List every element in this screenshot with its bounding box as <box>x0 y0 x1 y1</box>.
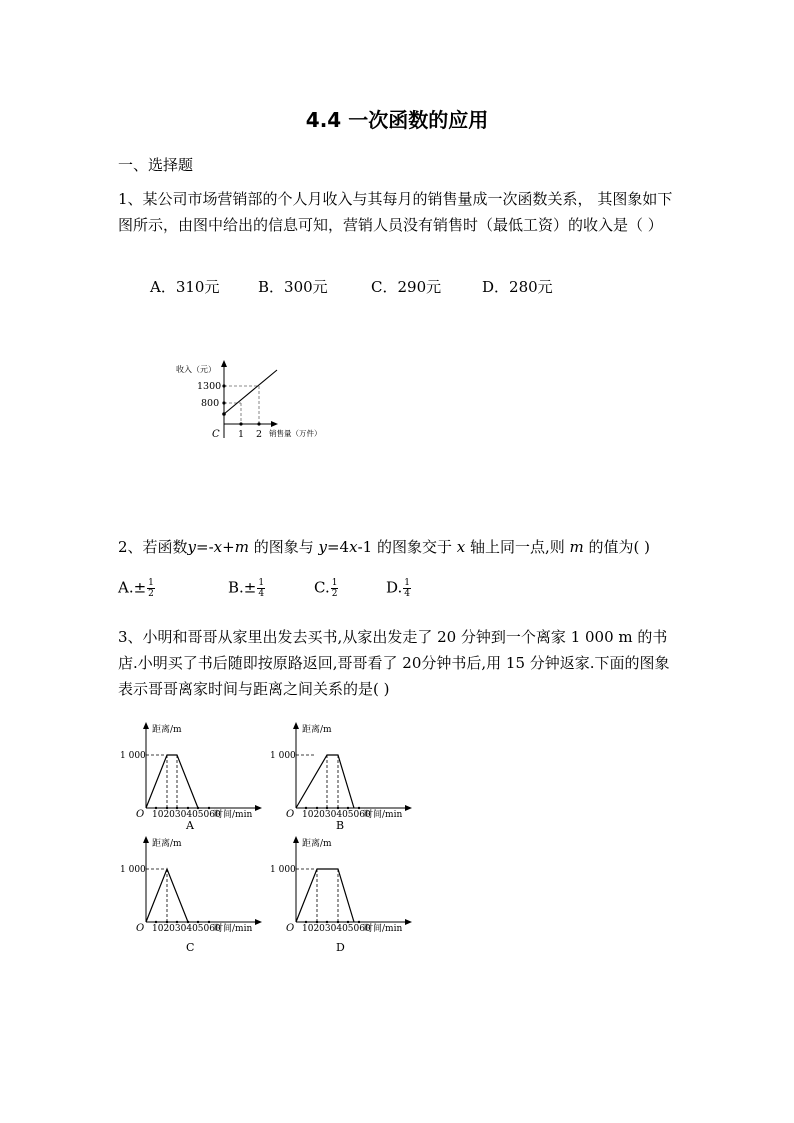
x-tick-2: 2 <box>256 429 263 440</box>
point-y-1300 <box>222 384 225 387</box>
question-1-option-b: B．300元 <box>258 278 328 296</box>
distance-line <box>146 755 198 808</box>
y-axis-arrow <box>293 836 299 843</box>
question-1-option-c: C．290元 <box>371 278 442 296</box>
x-axis-arrow <box>405 805 412 811</box>
question-2-option-d: D. $\frac{1}{4}$ <box>386 578 410 599</box>
graph-d <box>268 834 418 958</box>
x-tick-labels: 102030405060 <box>152 810 221 820</box>
point-y-800 <box>222 401 225 404</box>
y-tick: 1 000 <box>120 865 146 875</box>
point-x-2 <box>257 422 260 425</box>
x-axis-arrow <box>255 919 262 925</box>
x-tick-1: 1 <box>238 429 245 440</box>
y-axis-label: 距离/m <box>302 839 332 849</box>
graph-c <box>118 834 268 958</box>
origin-label: O <box>286 923 295 934</box>
question-1-option-d: D．280元 <box>482 278 553 296</box>
x-axis-arrow <box>405 919 412 925</box>
y-tick: 1 000 <box>120 751 146 761</box>
y-tick-800: 800 <box>201 398 220 409</box>
x-axis-label: 销售量（万件） <box>269 429 322 438</box>
x-tick-labels: 102030405060 <box>152 924 221 934</box>
y-axis-label: 距离/m <box>152 839 182 849</box>
x-axis-label: 时间/min <box>364 924 403 934</box>
question-2-option-c: C. $\frac{1}{2}$ <box>314 578 338 599</box>
graph-letter: C <box>186 941 195 954</box>
graph-letter: A <box>186 819 194 832</box>
y-axis-arrow <box>143 722 149 729</box>
question-1-option-a: A．310元 <box>150 278 220 296</box>
section-heading: 一、选择题 <box>118 156 194 174</box>
question-1-graph <box>170 358 350 448</box>
income-line <box>224 370 277 414</box>
x-axis-label: 时间/min <box>214 810 253 820</box>
point-x-1 <box>239 422 242 425</box>
origin-label: O <box>286 809 295 820</box>
y-axis-label: 距离/m <box>302 725 332 735</box>
y-axis-arrow <box>143 836 149 843</box>
question-3-text: 3、小明和哥哥从家里出发去买书,从家出发走了 20 分钟到一个离家 1 000 m 的书店.小明买了书后随即按原路返回,哥哥看了 20分钟书后,用 15 分钟返家.下面的图象表示哥哥离家时间与距离之间关系的是( ) <box>118 628 670 698</box>
y-axis-label: 收入（元） <box>176 365 216 374</box>
y-axis-arrow <box>221 360 227 367</box>
distance-line <box>296 869 354 922</box>
origin-label: O <box>136 809 145 820</box>
y-tick: 1 000 <box>270 865 296 875</box>
x-axis-label: 时间/min <box>364 810 403 820</box>
x-axis-label: 时间/min <box>214 924 253 934</box>
y-tick-1300: 1300 <box>197 381 222 392</box>
graph-a <box>118 720 268 832</box>
question-2-option-a: A.± $\frac{1}{2}$ <box>118 578 154 599</box>
origin-label: C <box>212 429 220 440</box>
y-tick: 1 000 <box>270 751 296 761</box>
y-axis-arrow <box>293 722 299 729</box>
x-axis-arrow <box>271 421 278 427</box>
question-2-option-b: B.± $\frac{1}{4}$ <box>228 578 265 599</box>
x-tick-labels: 102030405060 <box>302 810 371 820</box>
y-axis-label: 距离/m <box>152 725 182 735</box>
graph-b <box>268 720 418 832</box>
question-1-text: 1、某公司市场营销部的个人月收入与其每月的销售量成一次函数关系， 其图象如下图所示，由图中给出的信息可知，营销人员没有销售时（最低工资）的收入是（ ） <box>118 190 673 234</box>
graph-letter: D <box>336 941 345 954</box>
x-axis-arrow <box>255 805 262 811</box>
x-tick-labels: 102030405060 <box>302 924 371 934</box>
question-2-text: 2、若函数y=-x+m 的图象与 y=4x-1 的图象交于 x 轴上同一点,则 m 的值为( ) <box>118 538 650 556</box>
page-title: 4.4 一次函数的应用 <box>305 108 489 132</box>
point-intercept <box>222 412 226 416</box>
distance-line <box>296 755 354 808</box>
graph-letter: B <box>336 819 345 832</box>
origin-label: O <box>136 923 145 934</box>
